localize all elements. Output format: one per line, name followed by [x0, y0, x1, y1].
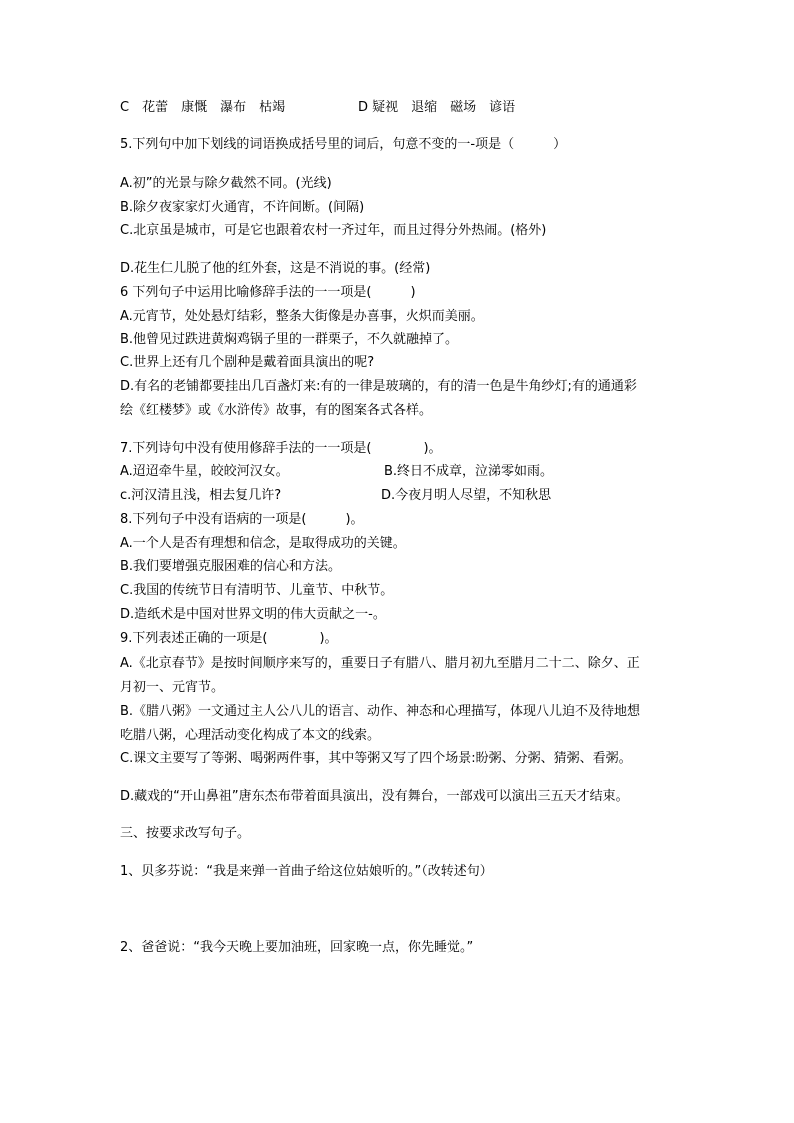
q8-option-c: C.我国的传统节日有清明节、儿童节、中秋节。 [120, 583, 394, 598]
q6-option-d-line1: D.有名的老铺都要挂出几百盏灯来:有的一律是玻璃的，有的清一色是牛角纱灯;有的通通彩 [120, 379, 637, 394]
q9-option-d: D.藏戏的“开山鼻祖”唐东杰布带着面具演出，没有舞台，一部戏可以演出三五天才结束。 [120, 789, 629, 804]
q6-option-a: A.元宵节，处处悬灯结彩，整条大街像是办喜事，火炽而美丽。 [120, 309, 484, 324]
q9-option-c: C.课文主要写了等粥、喝粥两件事，其中等粥又写了四个场景:盼粥、分粥、猜粥、看粥。 [120, 751, 632, 766]
q6-stem: 6 下列句子中运用比喻修辞手法的一一项是( ) [120, 285, 416, 300]
q5-option-a: A.初”的光景与除夕截然不同。(光线) [120, 176, 332, 191]
q8-option-b: B.我们要增强克服困难的信心和方法。 [120, 559, 342, 574]
q4-option-d: D 疑视 退缩 磁场 谚语 [358, 100, 516, 115]
q8-stem: 8.下列句子中没有语病的一项是( )。 [120, 512, 364, 527]
q6-option-d-line2: 绘《红楼梦》或《水浒传》故事，有的图案各式各样。 [120, 403, 433, 418]
section-3-title: 三、按要求改写句子。 [120, 826, 251, 841]
q5-option-d: D.花生仁儿脱了他的红外套，这是不消说的事。(经常) [120, 261, 431, 276]
q8-option-d: D.造纸术是中国对世界文明的伟大贡献之一-。 [120, 607, 386, 622]
q9-stem: 9.下列表述正确的一项是( )。 [120, 631, 338, 646]
q9-option-a-line1: A.《北京春节》是按时间顺序来写的，重要日子有腊八、腊月初九至腊月二十二、除夕、正 [120, 656, 640, 671]
q6-option-c: C.世界上还有几个剧种是戴着面具演出的呢? [120, 355, 375, 370]
q7-option-d: D.今夜月明人尽望，不知秋思 [381, 488, 552, 503]
q8-option-a: A.一个人是否有理想和信念，是取得成功的关键。 [120, 536, 406, 551]
q6-option-b: B.他曾见过跌进黄焖鸡锅子里的一群栗子，不久就融掉了。 [120, 332, 459, 347]
rewrite-sentence-1: 1、贝多芬说：“我是来弹一首曲子给这位姑娘听的。”（改转述句） [120, 864, 493, 879]
q5-stem: 5.下列句中加下划线的词语换成括号里的词后，句意不变的一-项是（ ） [120, 137, 567, 152]
q7-option-c: c.河汉清且浅，相去复几许? [120, 488, 282, 503]
q5-option-c: C.北京虽是城市，可是它也跟着农村一齐过年，而且过得分外热闹。(格外) [120, 223, 547, 238]
q9-option-a-line2: 月初一、元宵节。 [120, 680, 225, 695]
q7-option-b: B.终日不成章，泣涕零如雨。 [384, 464, 554, 479]
q4-option-c: C 花蕾 康慨 瀑布 枯竭 [120, 100, 286, 115]
q7-stem: 7.下列诗句中没有使用修辞手法的一一项是( )。 [120, 441, 442, 456]
q9-option-b-line1: B.《腊八粥》一文通过主人公八儿的语言、动作、神态和心理描写，体现八儿迫不及待地想 [120, 704, 641, 719]
rewrite-sentence-2: 2、爸爸说：“我今天晚上要加油班，回家晚一点，你先睡觉。” [120, 940, 474, 955]
q5-option-b: B.除夕夜家家灯火通宵，不许间断。(间隔) [120, 200, 365, 215]
q9-option-b-line2: 吃腊八粥，心理活动变化构成了本文的线索。 [120, 728, 381, 743]
q7-option-a: A.迢迢牵牛星，皎皎河汉女。 [120, 464, 289, 479]
